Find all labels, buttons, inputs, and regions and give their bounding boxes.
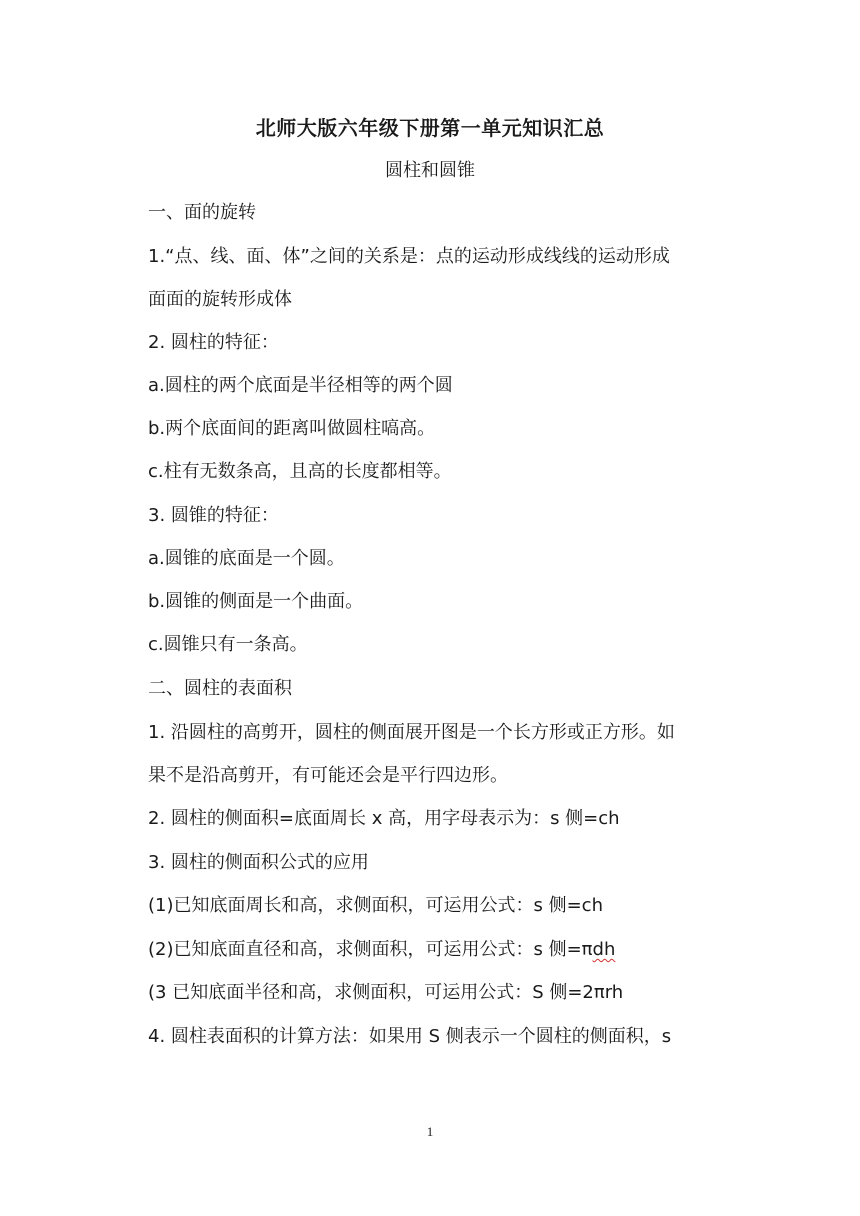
section-heading-surface-area: 二、圆柱的表面积: [148, 678, 292, 699]
paragraph-line: c.圆锥只有一条高。: [148, 634, 308, 655]
spellcheck-underlined-text: dh: [592, 939, 616, 960]
paragraph-line: 1. 沿圆柱的高剪开，圆柱的侧面展开图是一个长方形或正方形。如: [148, 722, 675, 743]
paragraph-line: (1)已知底面周长和高，求侧面积，可运用公式：s 侧=ch: [148, 895, 603, 916]
paragraph-line: 3. 圆锥的特征：: [148, 505, 279, 526]
paragraph-line: 2. 圆柱的侧面积=底面周长 x 高，用字母表示为：s 侧=ch: [148, 808, 620, 829]
paragraph-line: 3. 圆柱的侧面积公式的应用: [148, 852, 369, 873]
paragraph-line: (3 已知底面半径和高，求侧面积，可运用公式：S 侧=2πrh: [148, 982, 624, 1003]
paragraph-line: 2. 圆柱的特征：: [148, 332, 279, 353]
paragraph-line: a.圆柱的两个底面是半径相等的两个圆: [148, 375, 453, 396]
section-heading-rotation: 一、面的旋转: [148, 202, 256, 223]
page-number: 1: [426, 1124, 434, 1139]
paragraph-line: b.两个底面间的距离叫做圆柱嗃高。: [148, 418, 436, 439]
paragraph-line: 面面的旋转形成体: [148, 289, 292, 310]
paragraph-line: 4. 圆柱表面积的计算方法：如果用 S 侧表示一个圆柱的侧面积，s: [148, 1026, 672, 1047]
paragraph-line: 果不是沿高剪开，有可能还会是平行四边形。: [148, 765, 508, 786]
paragraph-line: a.圆锥的底面是一个圆。: [148, 548, 345, 569]
document-subtitle: 圆柱和圆锥: [385, 160, 475, 181]
formula-line-prefix: (2)已知底面直径和高，求侧面积，可运用公式：s 侧=π: [148, 939, 593, 960]
formula-line: [148, 937, 728, 963]
paragraph-line: c.柱有无数条高，且高的长度都相等。: [148, 461, 452, 482]
paragraph-line: 1.“点、线、面、体”之间的关系是：点的运动形成线线的运动形成: [148, 246, 670, 267]
paragraph-line: b.圆锥的侧面是一个曲面。: [148, 591, 364, 612]
document-title: 北师大版六年级下册第一单元知识汇总: [255, 116, 605, 140]
